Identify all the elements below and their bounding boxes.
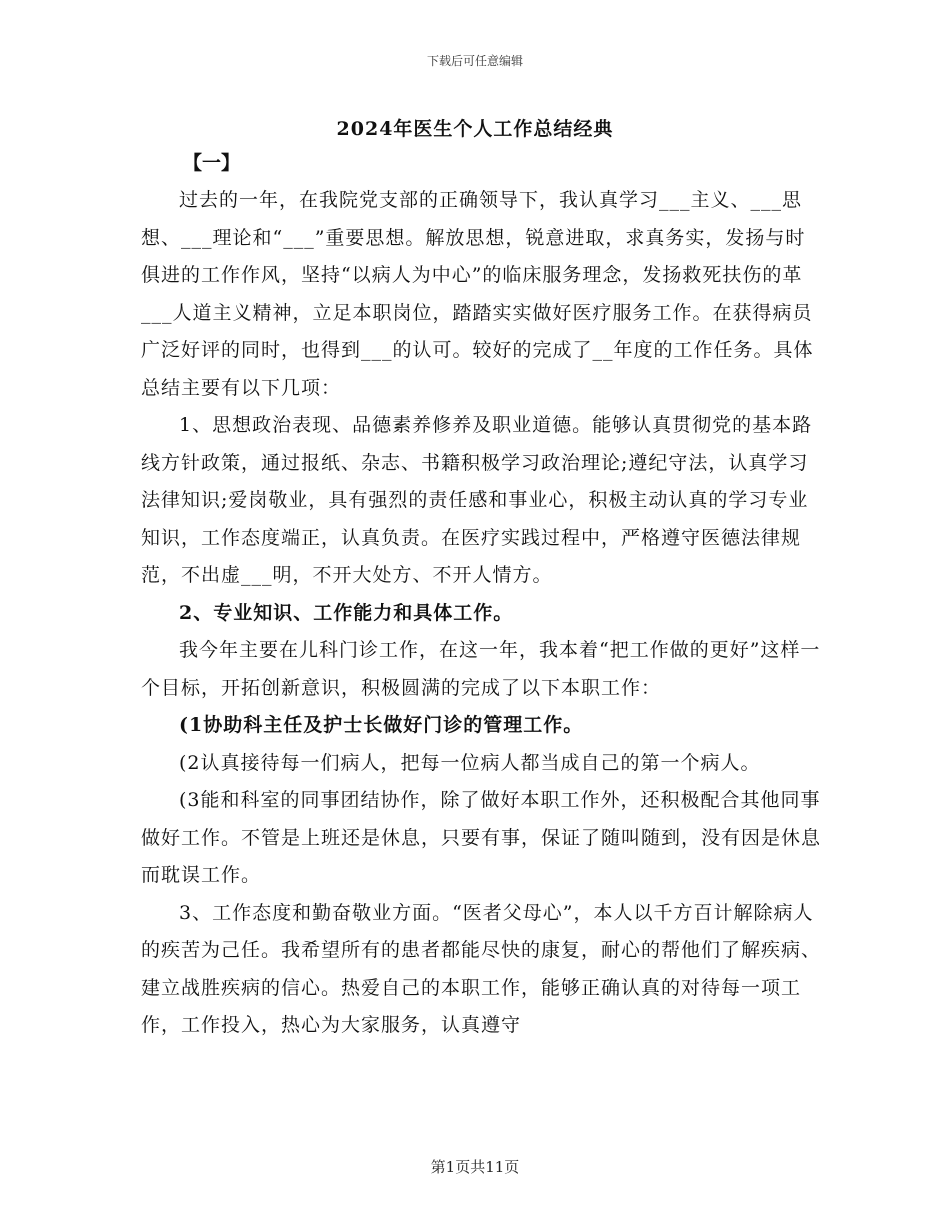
document-title: 2024年医生个人工作总结经典 [336, 118, 614, 140]
paragraph-subitem-3-teamwork: (3能和科室的同事团结协作，除了做好本职工作外，还积极配合其他同事做好工作。不管是上班还是休息，只要有事，保证了随叫随到，没有因是休息而耽误工作。 [141, 789, 822, 886]
page-footer-number: 第1页共11页 [430, 1158, 520, 1176]
paragraph-item-1-political: 1、思想政治表现、品德素养修养及职业道德。能够认真贯彻党的基本路线方针政策，通过报纸、杂志、书籍积极学习政治理论;遵纪守法，认真学习法律知识;爱岗敬业，具有强烈的责任感和事业心，积极主动认真的学习专业知识，工作态度端正，认真负责。在医疗实践过程中，严格遵守医德法律规范，不出虚___明，不开大处方、不开人情方。 [141, 414, 813, 586]
paragraph-intro: 过去的一年，在我院党支部的正确领导下，我认真学习___主义、___思想、___理论和“___”重要思想。解放思想，锐意进取，求真务实，发扬与时俱进的工作作风，坚持“以病人为中心”的临床服务理念，发扬救死扶伤的革___人道主义精神，立足本职岗位，踏踏实实做好医疗服务工作。在获得病员广泛好评的同时，也得到___的认可。较好的完成了__年度的工作任务。具体总结主要有以下几项： [141, 189, 814, 399]
document-body [141, 182, 821, 1045]
paragraph-item-3-attitude: 3、工作态度和勤奋敬业方面。“医者父母心”，本人以千方百计解除病人的疾苦为己任。我希望所有的患者都能尽快的康复，耐心的帮他们了解疾病、建立战胜疾病的信心。热爱自己的本职工作，能够正确认真的对待每一项工作，工作投入，热心为大家服务，认真遵守 [141, 901, 822, 1036]
paragraph-pediatrics-work: 我今年主要在儿科门诊工作，在这一年，我本着“把工作做的更好”这样一个目标，开拓创新意识，积极圆满的完成了以下本职工作： [141, 639, 821, 699]
section-marker: 【一】 [183, 152, 241, 174]
paragraph-subitem-2-patients: (2认真接待每一们病人，把每一位病人都当成自己的第一个病人。 [179, 751, 761, 774]
paragraph-subitem-1-management: (1协助科主任及护士长做好门诊的管理工作。 [179, 714, 584, 736]
page-header-note: 下载后可任意编辑 [426, 54, 523, 68]
paragraph-heading-2-professional: 2、专业知识、工作能力和具体工作。 [179, 601, 514, 624]
